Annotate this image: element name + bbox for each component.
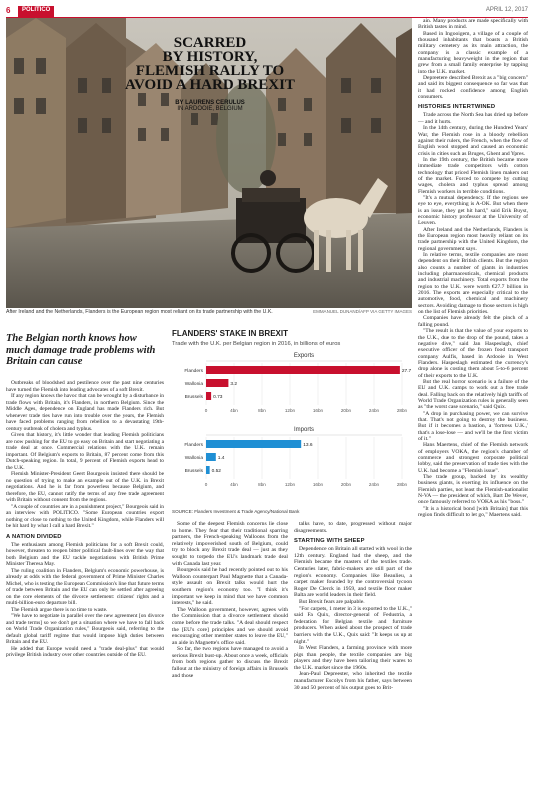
data-label: 27.7 <box>401 369 412 374</box>
paragraph: Jean-Paul Depreester, who inherited the textile manufacturer Escolys from his father, says between 30 and 50 percent of his output goes to Brit- <box>294 671 412 691</box>
deck-subheadline: The Belgian north knows how much damage trade problems with Britain can cause <box>6 333 156 367</box>
left-column-text <box>6 380 164 659</box>
paragraph: "It's a mutual dependency. If the regions see eye to eye, everything is A-OK. But when there is an issue, they get hit hard," said Erik Buyst, economic history professor at the University of Leuven. <box>418 194 528 227</box>
paragraph: "It is a historical bond [with Britain] that this region finds difficult to let go," Maertens said. <box>418 505 528 519</box>
tick-label: 4bn <box>230 482 238 487</box>
bar <box>206 453 216 461</box>
category-label: Flanders <box>184 443 203 448</box>
tick-label: 16bn <box>312 408 324 413</box>
paragraph: Trade across the North Sea has dried up before — and it hurts. <box>418 112 528 125</box>
headline-line: AVOID A HARD BREXIT <box>125 77 295 93</box>
paragraph: In the 14th century, during the Hundred Years' War, the Flemish rose in a bloody rebellion against their rulers, the French, when the flow of English wool stopped and caused an economic crisis in cities such as Bruges, Ghent and Ypres. <box>418 125 528 157</box>
chart <box>172 325 412 515</box>
paragraph: Depreetere described Brexit as a "big concern" and said its biggest consequence so far was that it had rocked confidence among English consumers. <box>418 75 528 101</box>
paragraph: In the 19th century, the British became more immediate trade competitors with cotton technology that priced Flemish linen makers out of the market. Forced to compete by cutting wages, cholera and typhus spread among Flemish workers in terrible conditions. <box>418 156 528 195</box>
tick-label: 16bn <box>312 482 324 487</box>
paragraph: Given that history, it's little wonder that leading Flemish politicians are now pushing for the EU to go easy on Britain and start negotiating a trade deal at once. Commercial relations with the U.K. remain important. Of Belgium's exports to Britain, 87 percent come from this Dutch-speaking region. In total, 9 percent of Flemish exports head to the U.K. <box>6 432 164 471</box>
page-header <box>6 6 528 17</box>
paragraph: After Ireland and the Netherlands, Flanders is the European region most heavily reliant on its trade partnership with the United Kingdom, the regional government says. <box>418 226 528 252</box>
byline-author: BY LAURENS CERULUS <box>175 100 245 106</box>
panel-label: Imports <box>293 427 315 433</box>
paragraph: "A couple of countries are in a punishment project," Bourgeois said in an interview with POLITICO. "Some European countries export nothing or close to nothing to the United Kingdom, while Flanders will be hit hard by what I call a hard Brexit." <box>6 503 164 529</box>
paragraph: talks have, to date, progressed without major disagreements. <box>294 521 412 534</box>
byline-location: IN ARDOOIE, BELGIUM <box>177 106 243 112</box>
middle-column-text <box>172 521 288 679</box>
paragraph: The trade group, backed by its wealthy business giants, is exerting its influence on the Flemish parties, not least the Flemish-nationalist N-VA — the president of which, Bart De Wever, once famously referred to VOKA as his "boss." <box>418 474 528 506</box>
paragraph: "The result is that the value of your exports to the U.K., due to the drop of the pound, takes a negative dive," said Jan Haspeslagh, chief executive officer of the frozen food transport company Aulfis, based in Ardooie in West Flanders. Haspeslagh estimated the currency's drop alone is costing them about 5-to-6 percent of their exports to the U.K. <box>418 328 528 379</box>
paragraph: ain. Many products are made specifically with British tastes in mind. <box>418 18 528 31</box>
tick-label: 24bn <box>368 408 380 413</box>
paragraph: In West Flanders, a farming province with more pigs than people, the textile companies are big players and they have been tailoring their wares to the U.K. market since the 1960s. <box>294 645 412 671</box>
paragraph: In relative terms, textile companies are most dependent on their British clients. But the region also counts a number of giants in industries including pharmaceuticals, chemical products and industrial machinery. Total exports from the region to the U.K. were worth €27.7 billion in 2016. The exports are especially critical to the automotive, food, chemical and machinery sectors. Avoiding damage to those sectors is high on the list of Flemish priorities. <box>418 252 528 316</box>
bar <box>206 379 228 387</box>
issue-date: APRIL 12, 2017 <box>485 7 528 13</box>
paragraph: "We have to negotiate in parallel over the new agreement [on divorce and trade terms] so we don't get a situation where we have to fall back on World Trade Organization rules," Bourgeois said, referring to the default global tariff regime that would impose high duties between Britain and the EU. <box>6 613 164 645</box>
category-label: Wallonia <box>184 382 203 387</box>
data-label: 1.4 <box>217 456 225 461</box>
photo-caption <box>6 309 412 315</box>
section-heading: STARTING WITH SHEEP <box>294 538 365 545</box>
headline <box>80 36 340 112</box>
chart-subtitle: Trade with the U.K. per Belgian region in 2016, in billions of euros <box>172 341 341 347</box>
tick-label: 12bn <box>284 408 296 413</box>
tick-label: 12bn <box>284 482 296 487</box>
paragraph: Bourgeois said he had recently pointed out to his Walloon counterpart Paul Magnette that a Canada-style assault on Brexit talks would hurt the southern region's economy too. "I think it's important we keep in mind that we have common interests," he said. <box>172 567 288 607</box>
paragraph: The Walloon government, however, agrees with the Commission that a divorce settlement should come before the trade talks. "A deal should respect the [EU's core] principles and we should avoid encouraging other member states to leave the EU," an aide in Magnette's office said. <box>172 606 288 646</box>
headline-line: SCARRED <box>173 35 247 51</box>
tick-label: 4bn <box>230 408 238 413</box>
paragraph: Companies have already felt the pinch of a falling pound. <box>418 315 528 328</box>
chart-title: FLANDERS' STAKE IN BREXIT <box>172 329 288 338</box>
paragraph: The Flemish argue there is no time to waste. <box>11 606 108 613</box>
paragraph: Based in Ingooigem, a village of a couple of thousand inhabitants that boasts a British military cemetery as its main attraction, the company is a classic example of a manufacturing heavyweight in the region that grew from a small family enterprise by tapping into the U.K. market. <box>418 30 528 75</box>
paragraph: Flemish Minister-President Geert Bourgeois insisted there should be no question of trying to make an example out of the U.K. in Brexit negotiations. And he is far from powerless because Belgium, and therefore, the EU, cannot ratify the terms of any free trade agreement with Britain without consent from the regions. <box>6 471 164 503</box>
section-heading: A NATION DIVIDED <box>6 533 62 540</box>
paragraph: But Brexit fears are palpable. <box>299 598 365 605</box>
tick-label: 0 <box>204 408 208 413</box>
section-heading: HISTORIES INTERTWINED <box>418 104 496 111</box>
paragraph: Outbreaks of bloodshed and pestilence over the past nine centuries have turned the Flemish into leading advocates of a soft Brexit. <box>6 380 164 393</box>
caption-text: After Ireland and the Netherlands, Flanders is the European region most reliant on its trade partnership with the U.K. <box>6 309 273 315</box>
paragraph: Dependence on Britain all started with wool in the 12th century. England had the sheep, and the Flemish became the masters of the textiles trade. Centuries later, fabric-makers are still part of the region's economy. Companies like Beaulieu, a carpet maker founded by the controversial tycoon Roger De Clerck in 1959, and textile floor maker Balta are world leaders in their field. <box>294 546 412 599</box>
headline-line: FLEMISH RALLY TO <box>135 63 285 79</box>
paragraph: The enthusiasm among Flemish politicians for a soft Brexit could, however, threaten to reopen bitter political fault-lines over the way that both Belgium and the EU tackle negotiations with British Prime Minister Theresa May. <box>6 541 164 567</box>
photo-credit: EMMANUEL DUNAND/AFP VIA GETTY IMAGES <box>313 309 412 314</box>
chart-source: SOURCE: Flanders Investment & Trade Agency/National Bank <box>172 509 300 514</box>
panel-label: Exports <box>293 353 315 359</box>
paragraph: If any region knows the havoc that can be wrought by a disturbance in trade flows with Britain, it's Flanders, in northern Belgium. Since the Middle Ages, dependence on England has made Flanders rich. But whenever trade ties have run into trouble over the years, the Flemish have faced problems ranging from rebellion to a devastating 19th-century outbreak of cholera and typhus. <box>6 393 164 432</box>
paragraph: Some of the deepest Flemish concerns lie close to home. They fear that their traditional sparring partners, the French-speaking Walloons from the relatively impoverished south of Belgium, could try to block any Brexit trade deal — just as they sought to torpedo the EU's landmark trade deal with Canada last year. <box>172 521 288 567</box>
paragraph: So far, the two regions have managed to avoid a serious Brexit bust-up. About once a week, officials from both regions gather to discuss the Brexit fallout at the ministry of foreign affairs in Brussels and those <box>172 646 288 679</box>
paragraph: "For carpets, 1 meter in 3 is exported to the U.K.," said Fa Quix, director-general of Fedustria, a federation for Belgian textile and furniture producers. When asked about the prospect of trade barriers with the U.K., Quix said: "It keeps us up at night." <box>294 605 412 645</box>
data-label: 13.6 <box>303 443 313 448</box>
paragraph: Hans Maertens, chief of the Flemish network of employers VOKA, the region's chamber of commerce and strongest corporate political lobby, said the preservation of trade ties with the U.K. had become a "Flemish issue". <box>418 442 528 474</box>
tick-label: 0 <box>204 482 208 487</box>
category-label: Brussels <box>184 395 203 400</box>
category-label: Wallonia <box>184 456 203 461</box>
tick-label: 8bn <box>258 408 266 413</box>
bar <box>206 366 400 374</box>
data-label: 0.52 <box>211 469 221 474</box>
tick-label: 28bn <box>396 482 408 487</box>
bar <box>206 440 301 448</box>
bar <box>206 392 211 400</box>
category-label: Brussels <box>184 469 203 474</box>
tick-label: 8bn <box>258 482 266 487</box>
data-label: 3.2 <box>230 382 238 387</box>
right-middle-column-text <box>294 521 412 691</box>
brand-logo: POLITICO <box>18 6 54 17</box>
right-column-text <box>418 18 528 518</box>
data-label: 0.73 <box>213 395 223 400</box>
headline-line: BY HISTORY, <box>162 49 258 65</box>
right-column <box>418 18 528 518</box>
paragraph: But the real horror scenario is a failure of the EU and U.K. camps to work out a free trade deal. Falling back on the relatively high tariffs of World Trade Organization rules is generally seen as "the worst case scenario," said Quix. <box>418 378 528 411</box>
page-number: 6 <box>6 6 11 15</box>
chart-plot <box>172 349 412 509</box>
tick-label: 24bn <box>368 482 380 487</box>
paragraph: The ruling coalition in Flanders, Belgium's economic powerhouse, is already at odds with the federal government of Prime Minister Charles Michel, who is testing the European Commission's line that future terms of trade between Britain and the EU can only be settled after agreeing on the core elements of the divorce settlement: citizens' rights and a multi-billion-euro departure bill. <box>6 567 164 606</box>
paragraph: "A drop in purchasing power, we can survive that. That's not going to destroy the business. But if it becomes a bastion, a 'fortress U.K.,' that's a lose-lose — and we'll be the first victim of it." <box>418 410 528 442</box>
tick-label: 20bn <box>340 482 352 487</box>
tick-label: 20bn <box>340 408 352 413</box>
category-label: Flanders <box>184 369 203 374</box>
paragraph: He added that Europe would need a "trade deal-plus" that would privilege British industry over other countries outside of the EU. <box>6 645 164 658</box>
tick-label: 28bn <box>396 408 408 413</box>
bar <box>206 466 210 474</box>
